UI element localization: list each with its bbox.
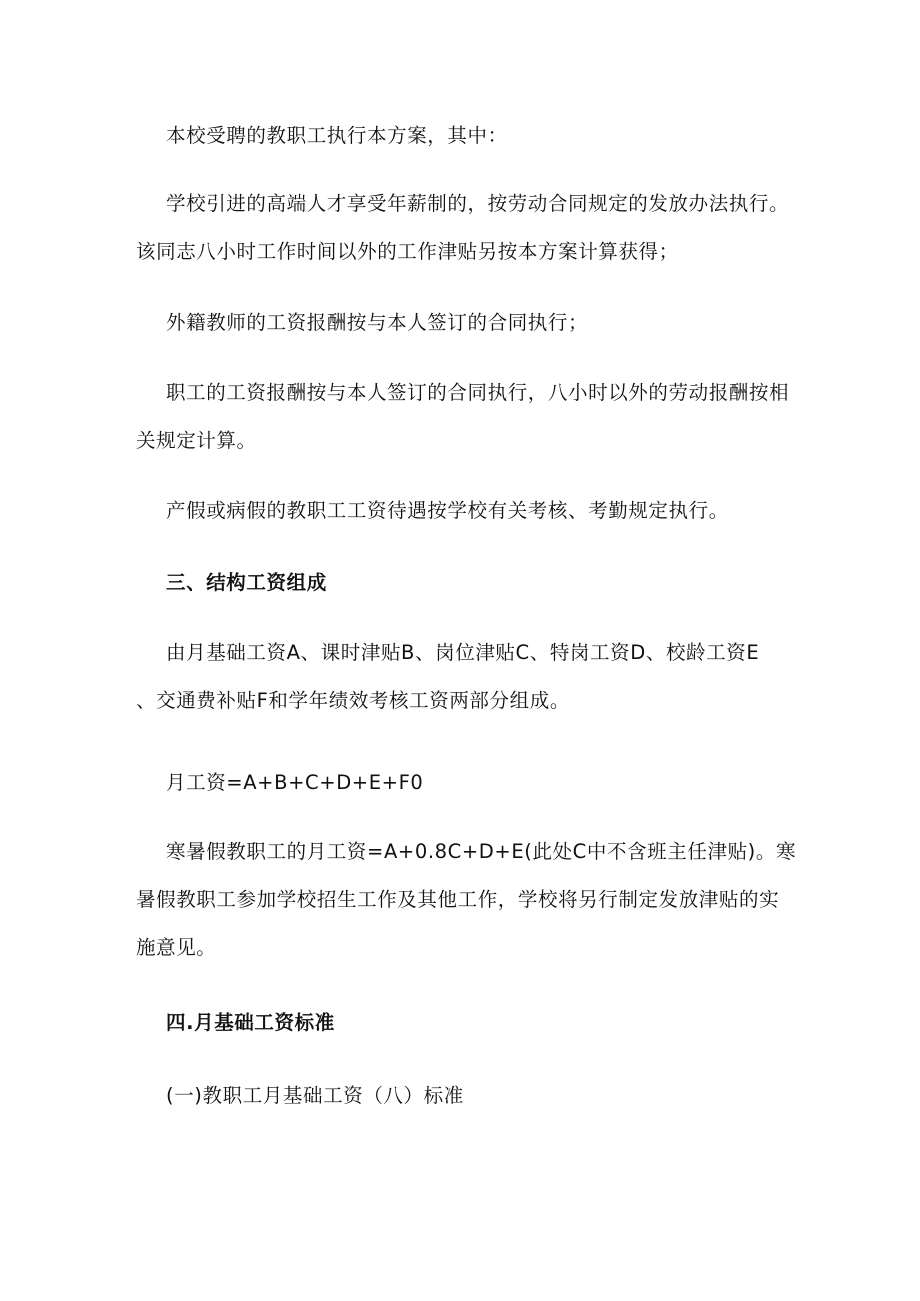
paragraph-composition-line2: 、交通费补贴F和学年绩效考核工资两部分组成。 xyxy=(136,689,570,712)
paragraph-talent-line2: 该同志八小时工作时间以外的工作津贴另按本方案计算获得； xyxy=(136,240,679,263)
paragraph-staff-pay-line1: 职工的工资报酬按与本人签订的合同执行，八小时以外的劳动报酬按相 xyxy=(166,381,790,404)
paragraph-leave: 产假或病假的教职工工资待遇按学校有关考核、考勤规定执行。 xyxy=(166,499,729,522)
formula-monthly-wage: 月工资=A+B+C+D+E+F0 xyxy=(166,771,424,794)
section-heading-base-wage: 四.月基础工资标准 xyxy=(166,1011,335,1034)
paragraph-vacation-line3: 施意见。 xyxy=(136,936,217,959)
paragraph-foreign-teachers: 外籍教师的工资报酬按与本人签订的合同执行； xyxy=(166,311,589,334)
paragraph-hired-staff: 本校受聘的教职工执行本方案，其中： xyxy=(166,124,508,147)
paragraph-vacation-line1: 寒暑假教职工的月工资=A+0.8C+D+E(此处C中不含班主任津贴)。寒 xyxy=(166,840,797,863)
paragraph-vacation-line2: 暑假教职工参加学校招生工作及其他工作，学校将另行制定发放津贴的实 xyxy=(136,888,780,911)
paragraph-talent-line1: 学校引进的高端人才享受年薪制的，按劳动合同规定的发放办法执行。 xyxy=(166,192,790,215)
paragraph-composition-line1: 由月基础工资A、课时津贴B、岗位津贴C、特岗工资D、校龄工资E xyxy=(166,641,760,664)
subsection-heading-base-wage-standard: (一)教职工月基础工资（八）标准 xyxy=(166,1084,464,1107)
paragraph-staff-pay-line2: 关规定计算。 xyxy=(136,429,257,452)
section-heading-structure: 三、结构工资组成 xyxy=(166,571,327,594)
